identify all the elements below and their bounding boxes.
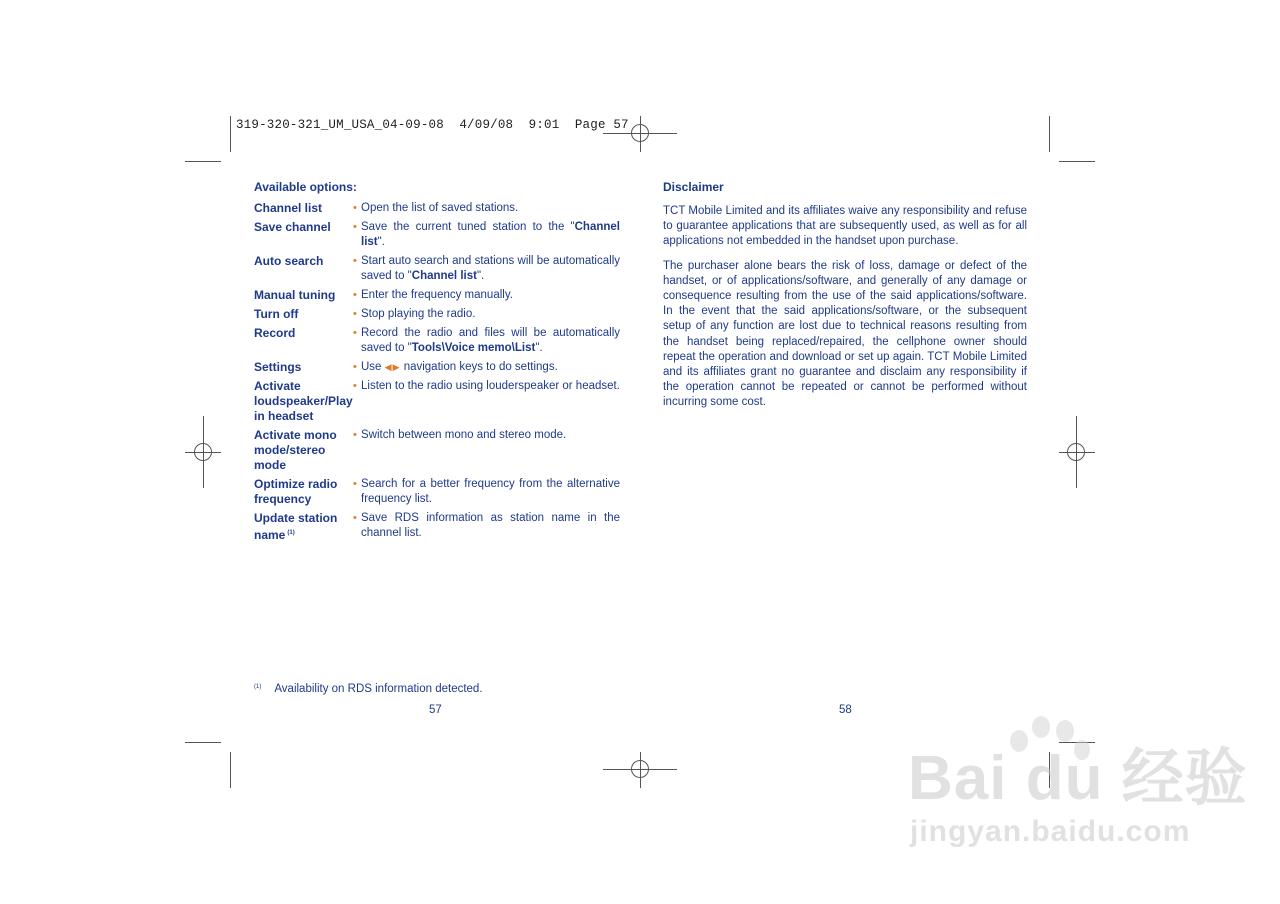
bullet-icon: • [353,429,357,441]
option-description: Save the current tuned station to the "Channel list". [361,221,620,248]
option-description: Save RDS information as station name in the channel list. [361,512,620,539]
bullet-icon: • [353,202,357,214]
option-row [254,288,620,303]
option-label [254,201,353,216]
option-label-text: Settings [254,360,302,374]
option-label-text: Activate mono mode/stereo mode [254,428,337,472]
options-list [254,201,620,543]
option-row [254,477,620,507]
option-label [254,326,353,356]
option-label [254,307,353,322]
footnote-text: Availability on RDS information detected. [274,683,483,695]
option-label-text: Channel list [254,201,323,215]
option-label-text: Record [254,326,296,340]
footnote-mark: (1) [254,684,262,690]
right-page-content [663,180,1027,420]
option-description: Use ◀▶ navigation keys to do settings. [361,361,558,373]
option-label-text: Turn off [254,307,299,321]
disclaimer-paragraph-1: TCT Mobile Limited and its affiliates waive any responsibility and refuse to guarantee applications that are subsequently used, as well as for all applications not embedded in the handset upon purchase. [663,205,1027,248]
bullet-icon: • [353,380,357,392]
option-label [254,254,353,284]
option-label-text: Save channel [254,220,331,234]
option-label-text: Optimize radio frequency [254,477,338,506]
option-description: Stop playing the radio. [361,308,476,320]
option-description: Switch between mono and stereo mode. [361,429,567,441]
option-label [254,220,353,250]
watermark-logo-text: Bai du 经验 [908,744,1248,813]
option-description: Open the list of saved stations. [361,202,519,214]
option-row [254,428,620,473]
left-page-content [254,180,620,547]
option-label-text: Manual tuning [254,288,336,302]
option-row [254,379,620,424]
disclaimer-heading: Disclaimer [663,180,724,194]
options-heading: Available options: [254,180,357,194]
option-label [254,288,353,303]
option-row [254,220,620,250]
option-label [254,477,353,507]
bullet-icon: • [353,327,357,339]
option-description: Enter the frequency manually. [361,289,513,301]
option-label [254,511,353,543]
option-label [254,379,353,424]
option-row [254,511,620,543]
page-number-left: 57 [429,704,442,716]
watermark-url: jingyan.baidu.com [910,815,1191,848]
option-description: Record the radio and files will be automatically saved to "Tools\Voice memo\List". [361,327,620,354]
bullet-icon: • [353,308,357,320]
option-label-text: Auto search [254,254,324,268]
footnote-reference: (1) [287,530,295,536]
option-row [254,360,620,375]
option-row [254,201,620,216]
option-description: Start auto search and stations will be automatically saved to "Channel list". [361,255,620,282]
print-slug: 319-320-321_UM_USA_04-09-08 4/09/08 9:01 Page 57 [236,118,629,132]
option-row [254,254,620,284]
option-label [254,360,353,375]
page-number-right: 58 [839,704,852,716]
bullet-icon: • [353,512,357,524]
option-label-text: Update station name [254,511,338,542]
option-label [254,428,353,473]
option-label-text: Activate loudspeaker/Play in headset [254,379,353,423]
option-description: Search for a better frequency from the alternative frequency list. [361,478,620,505]
option-row [254,307,620,322]
bullet-icon: • [353,255,357,267]
disclaimer-paragraph-2: The purchaser alone bears the risk of loss, damage or defect of the handset, or of applications/software, and generally of any damage or consequence resulting from the use of the said applications/software. In the event that the said applications/software, or the subsequent setup of any function are lost due to technical reasons resulting from the handset being replaced/repaired, the cellphone owner should repeat the operation and download or set up again. TCT Mobile Limited and its affiliates grant no guarantee and disclaim any responsibility if the operation cannot be repeated or cannot be performed without incurring some cost. [663,259,1027,409]
option-description: Listen to the radio using louderspeaker or headset. [361,380,620,392]
footnote [254,683,483,695]
option-row [254,326,620,356]
bullet-icon: • [353,289,357,301]
bullet-icon: • [353,221,357,233]
bullet-icon: • [353,478,357,490]
bullet-icon: • [353,361,357,373]
